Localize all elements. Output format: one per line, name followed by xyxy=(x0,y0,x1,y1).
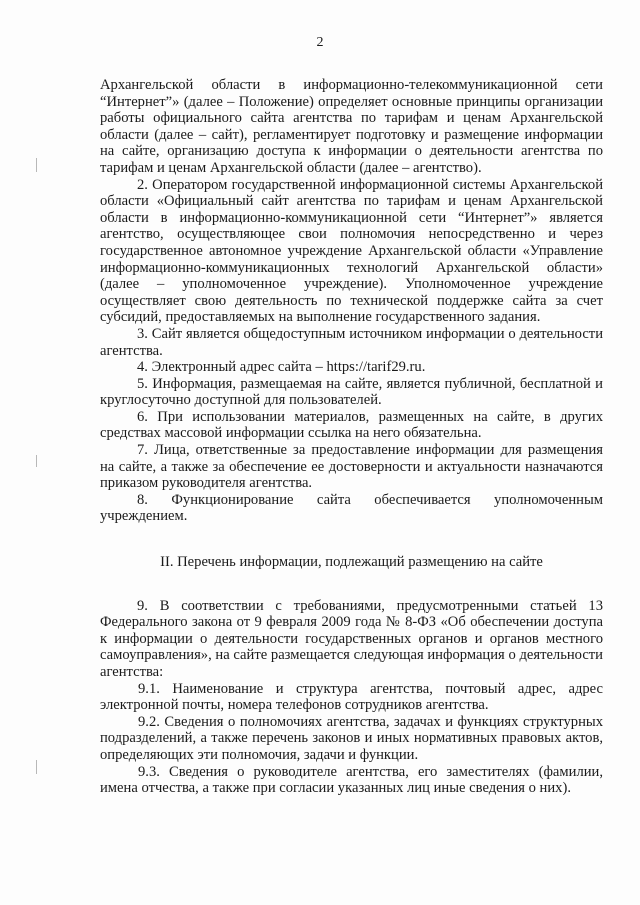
paragraph-7: 7. Лица, ответственные за предоставление информации для размещения на сайте, а также за обеспечение ее достоверности и актуальности назначаются приказом руководителя агентства. xyxy=(100,442,603,492)
page-number: 2 xyxy=(316,35,324,50)
paragraph-6: 6. При использовании материалов, размещенных на сайте, в других средствах массовой информации ссылка на него обязательна. xyxy=(100,408,603,442)
document-body xyxy=(100,77,603,797)
paragraph-9-2: 9.2. Сведения о полномочиях агентства, задачах и функциях структурных подразделений, а также перечень законов и иных нормативных правовых актов, определяющих эти полномочия, задачи и функции. xyxy=(100,713,603,763)
scan-margin-mark xyxy=(36,158,37,172)
scan-margin-mark xyxy=(36,455,37,467)
paragraph-3: 3. Сайт является общедоступным источником информации о деятельности агентства. xyxy=(100,325,603,359)
paragraph-9: 9. В соответствии с требованиями, предусмотренными статьей 13 Федерального закона от 9 февраля 2009 года № 8-ФЗ «Об обеспечении доступа к информации о деятельности государственных органов и органов местного самоуправления», на сайте размещается следующая информация о деятельности агентства: xyxy=(100,597,603,680)
scan-margin-mark xyxy=(36,760,37,774)
paragraph-9-1: 9.1. Наименование и структура агентства, почтовый адрес, адрес электронной почты, номера телефонов сотрудников агентства. xyxy=(100,680,603,714)
paragraph-5: 5. Информация, размещаемая на сайте, является публичной, бесплатной и круглосуточно доступной для пользователей. xyxy=(100,375,603,409)
paragraph-2: 2. Оператором государственной информационной системы Архангельской области «Официальный сайт агентства по тарифам и ценам Архангельской области в информационно-коммуникационной сети “Интернет”» является агентство, осуществляющее свои полномочия непосредственно и через государственное автономное учреждение Архангельской области «Управление информационно-коммуникационных технологий Архангельской области» (далее – уполномоченное учреждение). Уполномоченное учреждение осуществляет свою деятельность по технической поддержке сайта за счет субсидий, предоставляемых на выполнение государственного задания. xyxy=(100,176,603,326)
section-title: II. Перечень информации, подлежащий размещению на сайте xyxy=(160,554,543,571)
paragraph-8: 8. Функционирование сайта обеспечивается уполномоченным учреждением. xyxy=(100,491,603,525)
paragraph-1-continuation: Архангельской области в информационно-телекоммуникационной сети “Интернет”» (далее – Положение) определяет основные принципы организации работы официального сайта агентства по тарифам и ценам Архангельской области (далее – сайт), регламентирует подготовку и размещение информации на сайте, организацию доступа к информации о деятельности агентства по тарифам и ценам Архангельской области (далее – агентство). xyxy=(100,77,603,176)
paragraph-9-3: 9.3. Сведения о руководителе агентства, его заместителях (фамилии, имена отчества, а также при согласии указанных лиц иные сведения о них). xyxy=(100,763,603,797)
paragraph-4: 4. Электронный адрес сайта – https://tarif29.ru. xyxy=(137,359,426,376)
